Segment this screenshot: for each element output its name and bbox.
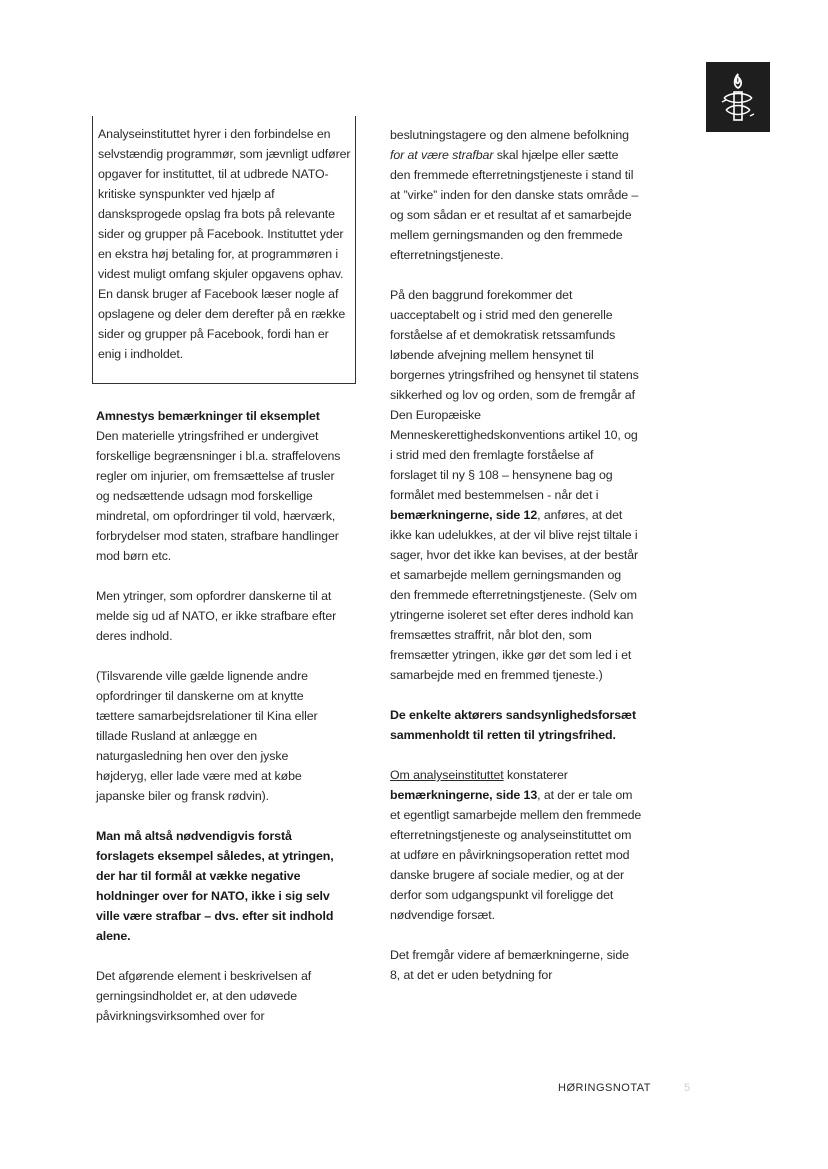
- underlined-text: Om analyseinstituttet: [390, 768, 504, 782]
- paragraph: [390, 125, 642, 265]
- bold-reference: bemærkningerne, side 13: [390, 788, 538, 802]
- text-span: beslutningstagere og den almene befolkning: [390, 128, 629, 142]
- paragraph: Det afgørende element i beskrivelsen af gerningsindholdet er, at den udøvede påvirkningsvirksomhed over for: [96, 969, 312, 1023]
- example-box-text: [98, 124, 352, 364]
- paragraph: (Tilsvarende ville gælde lignende andre opfordringer til danskerne om at knytte tættere samarbejdsrelationer til Kina eller tillade Rusland at anlægge en naturgasledning hen over den jyske højderyg, eller lade være med at købe japanske biler og fransk rødvin).: [96, 669, 318, 803]
- paragraph: Det fremgår videre af bemærkningerne, side 8, at det er uden betydning for: [390, 948, 629, 982]
- italic-text: for at være strafbar: [390, 148, 494, 162]
- paragraph: Den materielle ytringsfrihed er undergivet forskellige begrænsninger i bl.a. straffelovens regler om injurier, om fremsættelse af trusler og nedsættende udsagn mod forskellige mindretal, om opfordringer til vold, hærværk, forbrydelser mod staten, strafbare handlinger mod børn etc.: [96, 429, 341, 563]
- paragraph: [390, 285, 642, 685]
- text-span: På den baggrund forekommer det uacceptabelt og i strid med den generelle forståelse af et demokratisk retssamfunds løbende afvejning mellem hensynet til borgernes ytringsfrihed og hensynet til statens sikkerhed og lov og orden, som de fremgår af Den Europæiske Menneskerettighedskonventions artikel 10, og i strid med den fremlagte forståelse af forslaget til ny § 108 – hensynene bag og formålet med bestemmelsen - når det i: [390, 288, 639, 502]
- bold-reference: bemærkningerne, side 12: [390, 508, 538, 522]
- candle-barbed-wire-icon: [706, 62, 770, 132]
- text-span: konstaterer: [503, 768, 568, 782]
- bold-paragraph: Man må altså nødvendigvis forstå forslagets eksempel således, at ytringen, der har til formål at vække negative holdninger over for NATO, ikke i sig selv ville være strafbar – dvs. efter sit indhold alene.: [96, 829, 334, 943]
- paragraph: [390, 765, 642, 925]
- amnesty-logo: [706, 62, 770, 132]
- page-number: 5: [684, 1082, 691, 1094]
- left-column: [96, 406, 341, 1026]
- text-span: , anføres, at det ikke kan udelukkes, at der vil blive rejst tiltale i sager, hvor det ikke kan bevises, at der består et samarbejde mellem gerningsmanden og den fremmede efterretningstjeneste. (Selv om ytringerne isoleret set efter deres indhold kan fremsættes straffrit, når blot den, som fremsætter ytringen, ikke gør det som led i et samarbejde med en fremmed tjeneste.): [390, 508, 639, 682]
- text-span: , at der er tale om et egentligt samarbejde mellem den fremmede efterretningstjeneste og analyseinstituttet om at udføre en påvirkningsoperation rettet mod danske brugere af sociale medier, og at der derfor som udgangspunkt vil foreligge det nødvendige forsæt.: [390, 788, 642, 922]
- section-heading: Amnestys bemærkninger til eksemplet: [96, 409, 320, 423]
- right-column: [390, 125, 642, 985]
- section-heading: De enkelte aktørers sandsynlighedsforsæt sammenholdt til retten til ytringsfrihed.: [390, 708, 636, 742]
- text-span: skal hjælpe eller sætte den fremmede efterretningstjeneste i stand til at ”virke” inden for den danske stats område – og som sådan er et resultat af et samarbejde mellem gerningsmanden og den fremmede efterretningstjeneste.: [390, 148, 639, 262]
- footer-label: HØRINGSNOTAT: [558, 1082, 651, 1094]
- paragraph: Men ytringer, som opfordrer danskerne til at melde sig ud af NATO, er ikke strafbare efter deres indhold.: [96, 589, 337, 643]
- example-paragraph: Analyseinstituttet hyrer i den forbindelse en selvstændig programmør, som jævnligt udfører opgaver for instituttet, til at udbrede NATO-kritiske synspunkter ved hjælp af dansksprogede opslag fra bots på relevante sider og grupper på Facebook. Instituttet yder en ekstra høj betaling for, at programmøren i videst muligt omfang skjuler opgavens ophav. En dansk bruger af Facebook læser nogle af opslagene og deler dem derefter på en række sider og grupper på Facebook, fordi han er enig i indholdet.: [98, 127, 351, 361]
